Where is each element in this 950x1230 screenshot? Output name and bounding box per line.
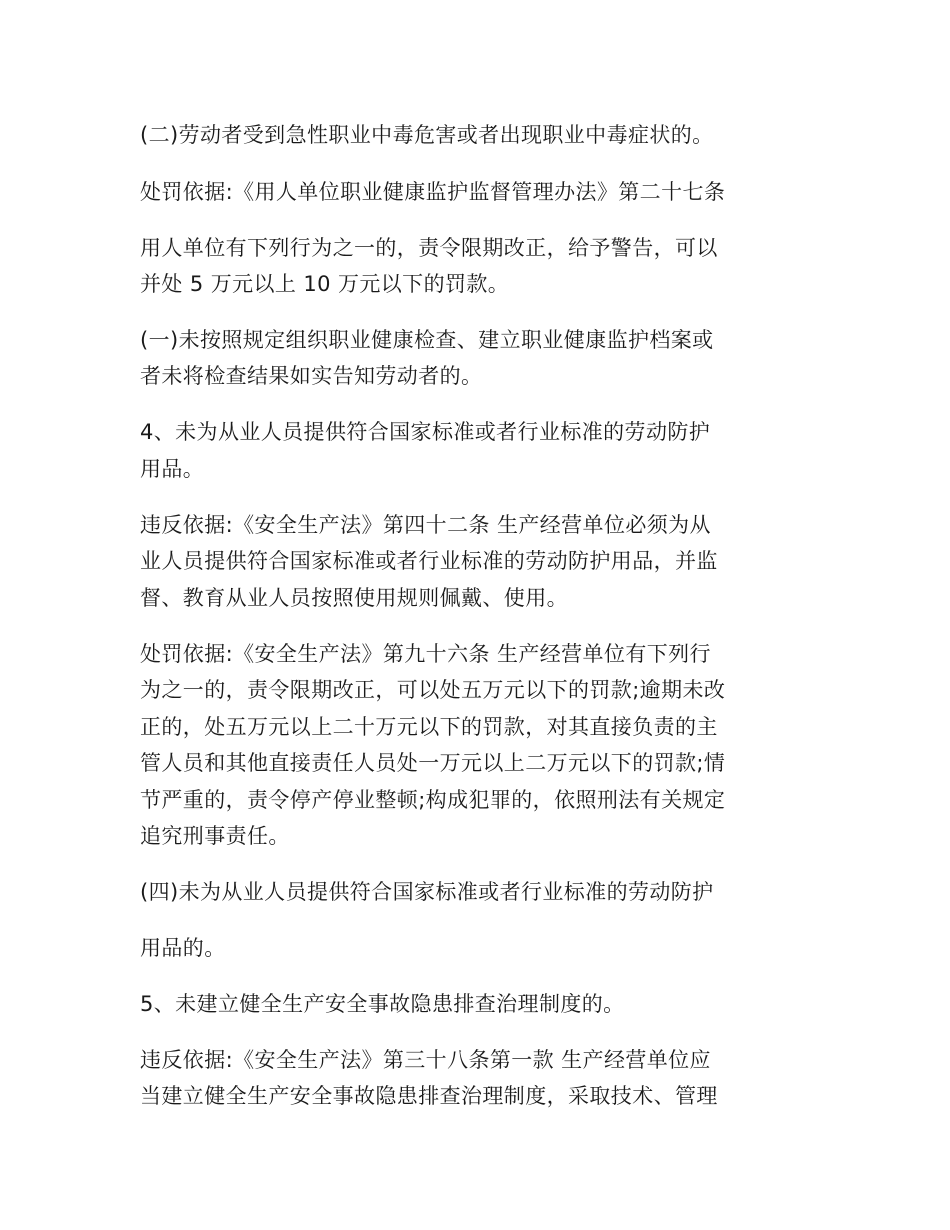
text-line: 管人员和其他直接责任人员处一万元以上二万元以下的罚款;情 <box>140 751 726 775</box>
text-line: (四)未为从业人员提供符合国家标准或者行业标准的劳动防护 <box>140 880 714 904</box>
text-line: (一)未按照规定组织职业健康检查、建立职业健康监护档案或 <box>140 328 714 352</box>
text-line: 业人员提供符合国家标准或者行业标准的劳动防护用品，并监 <box>140 549 718 573</box>
text-line: 用品的。 <box>140 936 226 960</box>
text-line: 4、未为从业人员提供符合国家标准或者行业标准的劳动防护 <box>140 420 711 444</box>
text-line: 违反依据:《安全生产法》第三十八条第一款 生产经营单位应 <box>140 1048 711 1072</box>
text-line: 者未将检查结果如实告知劳动者的。 <box>140 364 483 388</box>
text-line: (二)劳动者受到急性职业中毒危害或者出现职业中毒症状的。 <box>140 123 714 147</box>
text-line: 为之一的，责令限期改正，可以处五万元以下的罚款;逾期未改 <box>140 678 726 702</box>
text-line: 处罚依据:《安全生产法》第九十六条 生产经营单位有下列行 <box>140 642 711 666</box>
text-line: 追究刑事责任。 <box>140 824 290 848</box>
text-line: 当建立健全生产安全事故隐患排查治理制度，采取技术、管理 <box>140 1084 718 1108</box>
text-line: 处罚依据:《用人单位职业健康监护监督管理办法》第二十七条 <box>140 180 726 204</box>
text-line: 用品。 <box>140 457 205 481</box>
text-line: 正的，处五万元以上二十万元以下的罚款，对其直接负责的主 <box>140 715 718 739</box>
text-line: 5、未建立健全生产安全事故隐患排查治理制度的。 <box>140 992 625 1016</box>
text-line: 节严重的，责令停产停业整顿;构成犯罪的，依照刑法有关规定 <box>140 788 726 812</box>
text-line: 用人单位有下列行为之一的，责令限期改正，给予警告，可以 <box>140 236 718 260</box>
text-line: 违反依据:《安全生产法》第四十二条 生产经营单位必须为从 <box>140 513 711 537</box>
text-line: 督、教育从业人员按照使用规则佩戴、使用。 <box>140 586 568 610</box>
text-line: 并处 5 万元以上 10 万元以下的罚款。 <box>140 272 510 296</box>
